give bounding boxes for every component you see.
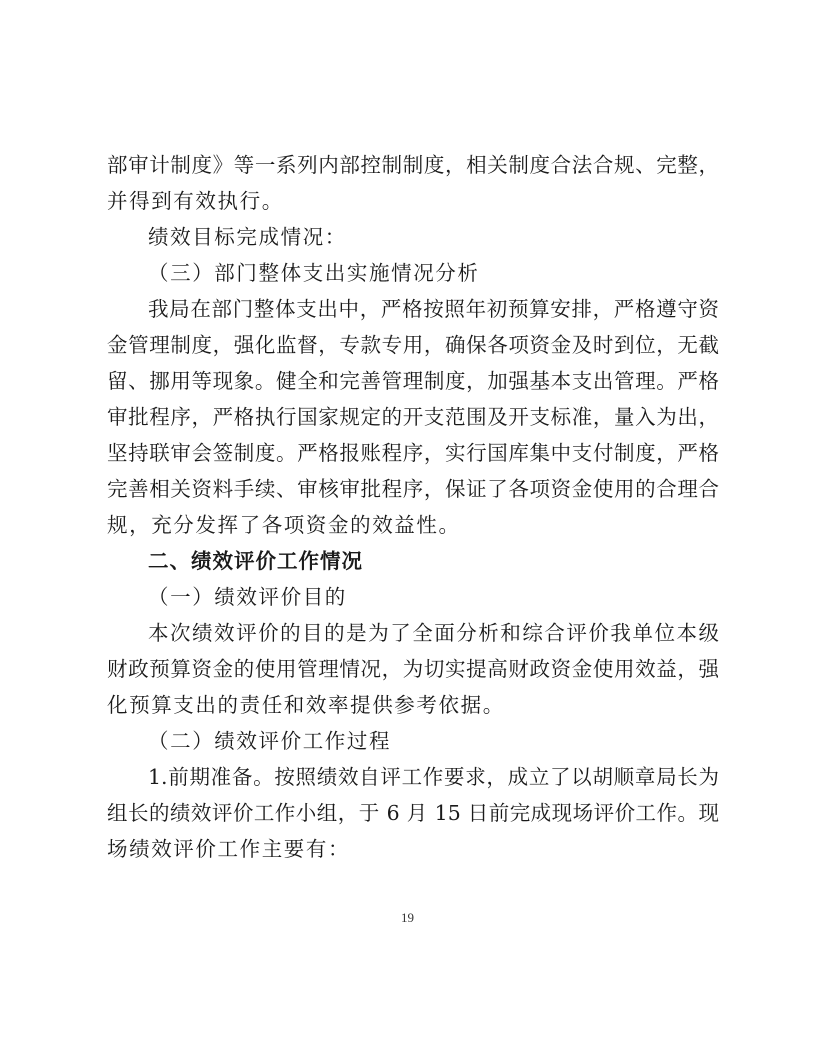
paragraph-line-19: 组长的绩效评价工作小组，于 6 月 15 日前完成现场评价工作。现 xyxy=(107,801,719,825)
paragraph-line-11: 规，充分发挥了各项资金的效益性。 xyxy=(107,513,461,537)
paragraph-line-7: 留、挪用等现象。健全和完善管理制度，加强基本支出管理。严格 xyxy=(107,369,719,393)
paragraph-line-8: 审批程序，严格执行国家规定的开支范围及开支标准，量入为出， xyxy=(107,405,719,429)
paragraph-line-2: 并得到有效执行。 xyxy=(107,189,284,213)
paragraph-line-14: 本次绩效评价的目的是为了全面分析和综合评价我单位本级 xyxy=(148,621,719,645)
paragraph-line-5: 我局在部门整体支出中，严格按照年初预算安排，严格遵守资 xyxy=(148,297,719,321)
page-number: 19 xyxy=(401,910,414,925)
paragraph-line-20: 场绩效评价工作主要有： xyxy=(107,837,351,861)
paragraph-line-18: 1.前期准备。按照绩效自评工作要求，成立了以胡顺章局长为 xyxy=(148,765,719,789)
paragraph-line-9: 坚持联审会签制度。严格报账程序，实行国库集中支付制度，严格 xyxy=(107,441,719,465)
subsection-heading-1: （一）绩效评价目的 xyxy=(148,585,347,609)
paragraph-line-1: 部审计制度》等一系列内部控制制度，相关制度合法合规、完整， xyxy=(107,153,719,177)
paragraph-line-16: 化预算支出的责任和效率提供参考依据。 xyxy=(107,693,505,717)
paragraph-line-6: 金管理制度，强化监督，专款专用，确保各项资金及时到位，无截 xyxy=(107,333,719,357)
subsection-heading-2: （二）绩效评价工作过程 xyxy=(148,729,392,753)
paragraph-line-10: 完善相关资料手续、审核审批程序，保证了各项资金使用的合理合 xyxy=(107,477,719,501)
performance-target-label: 绩效目标完成情况： xyxy=(148,225,347,249)
section-heading-3: （三）部门整体支出实施情况分析 xyxy=(148,261,480,285)
section-heading-2: 二、绩效评价工作情况 xyxy=(148,549,363,573)
paragraph-line-15: 财政预算资金的使用管理情况，为切实提高财政资金使用效益，强 xyxy=(107,657,719,681)
